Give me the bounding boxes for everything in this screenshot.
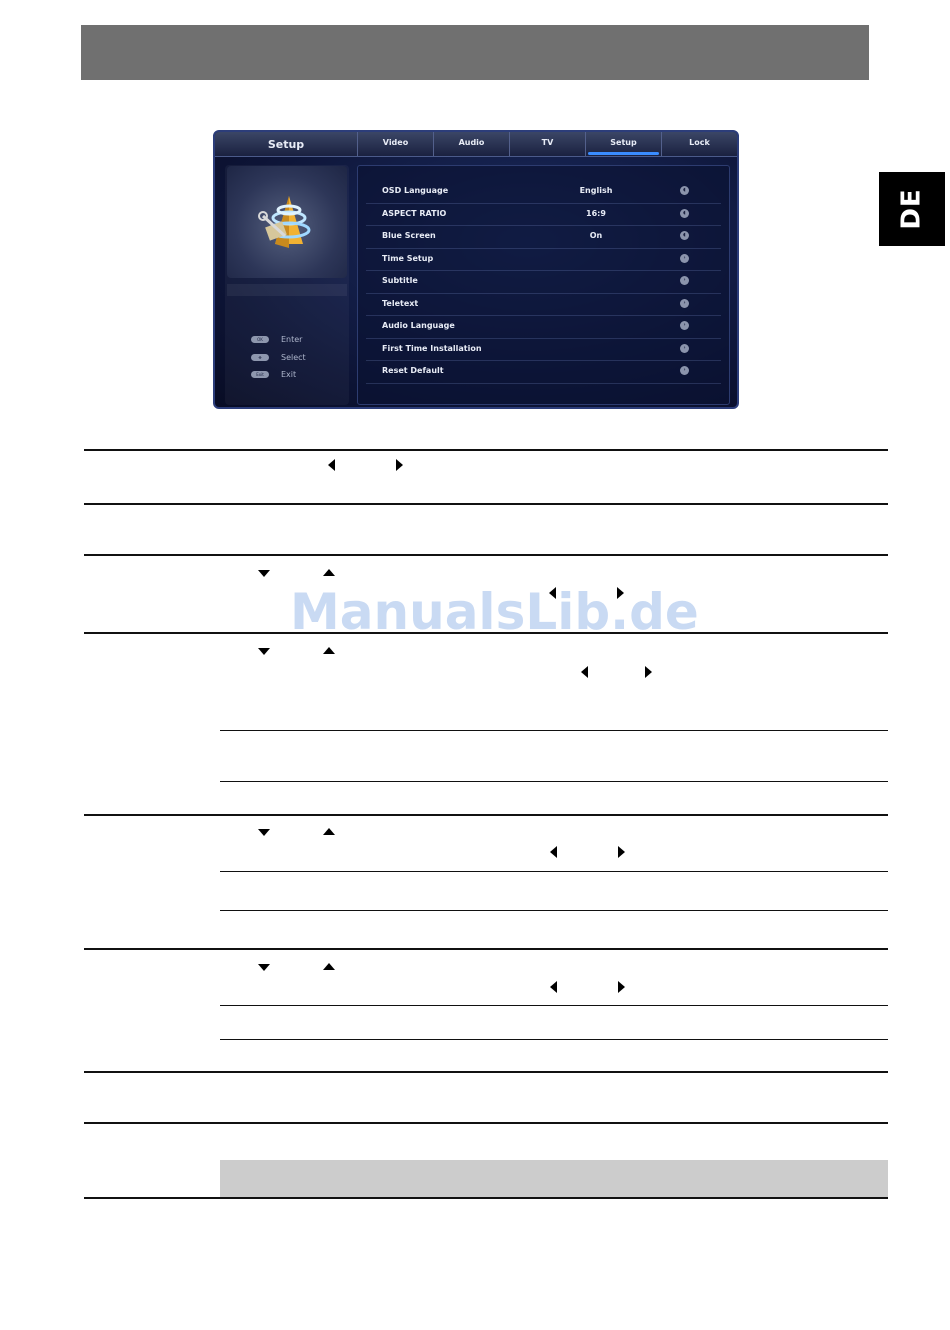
option-label: Time Setup: [382, 253, 434, 263]
option-label: Subtitle: [382, 276, 418, 285]
option-label: Reset Default: [382, 366, 444, 375]
option-button-icon: ›: [680, 321, 689, 330]
table-rule: [84, 1071, 888, 1073]
hint-select-label: Select: [281, 353, 306, 362]
left-arrow-icon: [328, 459, 335, 471]
option-button-icon: ›: [680, 344, 689, 353]
option-value: 16:9: [586, 208, 606, 218]
right-arrow-icon: [396, 459, 403, 471]
down-arrow-icon: [258, 570, 270, 577]
list-item[interactable]: [366, 360, 721, 384]
watermark: ManualsLib.de: [290, 583, 699, 641]
option-label: ASPECT RATIO: [382, 208, 447, 218]
tab-lock[interactable]: Lock: [661, 132, 737, 156]
tab-audio[interactable]: Audio: [433, 132, 509, 156]
up-arrow-icon: [323, 569, 335, 576]
tab-tv[interactable]: TV: [509, 132, 585, 156]
table-rule: [220, 781, 888, 782]
table-rule: [220, 1039, 888, 1040]
table-rule: [220, 730, 888, 731]
down-arrow-icon: [258, 648, 270, 655]
option-label: First Time Installation: [382, 343, 482, 353]
exit-key-icon: Exit: [251, 371, 269, 378]
setup-options-list: [357, 165, 730, 405]
option-button-icon: ◖: [680, 231, 689, 240]
up-arrow-icon: [323, 647, 335, 654]
language-tab: [879, 172, 945, 246]
tv-setup-menu: [213, 130, 739, 409]
list-item[interactable]: [366, 248, 721, 272]
list-item[interactable]: [366, 203, 721, 227]
table-rule: [220, 910, 888, 911]
right-arrow-icon: [645, 666, 652, 678]
option-button-icon: ›: [680, 254, 689, 263]
hint-select: [251, 353, 306, 362]
table-rule: [84, 449, 888, 451]
left-arrow-icon: [550, 846, 557, 858]
setup-tools-icon: [227, 166, 347, 278]
list-item[interactable]: [366, 315, 721, 339]
up-arrow-icon: [323, 828, 335, 835]
option-button-icon: ◖: [680, 186, 689, 195]
list-item[interactable]: [366, 338, 721, 362]
menu-tabbar: [215, 132, 737, 157]
list-item[interactable]: [366, 180, 721, 204]
table-rule: [84, 554, 888, 556]
note-bar: [220, 1160, 888, 1198]
hint-exit-label: Exit: [281, 370, 297, 379]
right-arrow-icon: [618, 846, 625, 858]
list-item[interactable]: [366, 270, 721, 294]
down-arrow-icon: [258, 829, 270, 836]
table-rule: [84, 814, 888, 816]
left-arrow-icon: [550, 981, 557, 993]
table-rule: [84, 1197, 888, 1199]
language-tab-label: DE: [897, 188, 927, 230]
ok-key-icon: OK: [251, 336, 269, 343]
dpad-key-icon: ✥: [251, 354, 269, 361]
table-rule: [220, 871, 888, 872]
hint-enter: [251, 335, 302, 344]
hint-enter-label: Enter: [281, 335, 303, 344]
option-label: Audio Language: [382, 321, 455, 330]
table-rule: [84, 948, 888, 950]
right-arrow-icon: [618, 981, 625, 993]
option-button-icon: ›: [680, 276, 689, 285]
option-button-icon: ›: [680, 366, 689, 375]
option-label: Teletext: [382, 298, 419, 308]
option-value: On: [589, 231, 603, 240]
tab-setup[interactable]: Setup: [585, 132, 661, 156]
hint-exit: [251, 370, 296, 379]
option-value: English: [579, 186, 613, 195]
option-label: OSD Language: [382, 186, 449, 195]
left-arrow-icon: [581, 666, 588, 678]
list-item[interactable]: [366, 293, 721, 317]
down-arrow-icon: [258, 964, 270, 971]
table-rule: [84, 503, 888, 505]
header-bar: [81, 25, 869, 80]
tab-video[interactable]: Video: [357, 132, 433, 156]
up-arrow-icon: [323, 963, 335, 970]
option-button-icon: ◖: [680, 209, 689, 218]
table-rule: [84, 1122, 888, 1124]
table-rule: [220, 1005, 888, 1006]
option-button-icon: ›: [680, 299, 689, 308]
list-item[interactable]: [366, 225, 721, 249]
menu-title: Setup: [267, 138, 305, 151]
option-label: Blue Screen: [382, 231, 436, 240]
left-divider: [227, 284, 347, 296]
